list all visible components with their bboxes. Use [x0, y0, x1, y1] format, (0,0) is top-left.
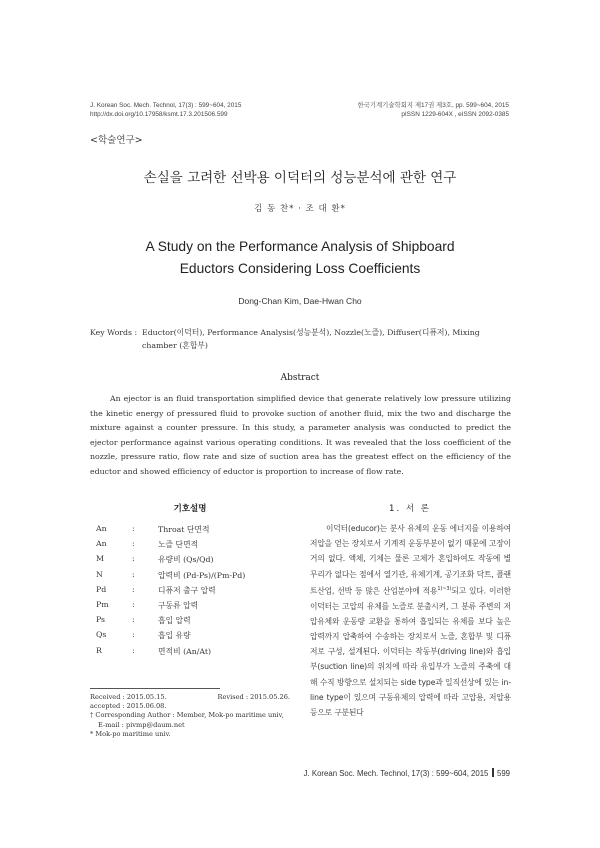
nom-symbol: M: [96, 554, 104, 564]
received-date: Received : 2015.05.15.: [90, 693, 167, 701]
nom-colon: :: [132, 539, 135, 549]
affiliation: * Mok-po maritime univ.: [90, 729, 171, 738]
running-header-right: [357, 101, 509, 119]
running-header-left: [90, 101, 241, 119]
nomenclature-list: [90, 524, 290, 661]
authors-english: Dong-Chan Kim, Dae-Hwan Cho: [238, 296, 362, 306]
page-footer: [304, 768, 510, 778]
keywords: [90, 326, 514, 352]
footnotes: [90, 693, 290, 739]
dates-line: [90, 693, 290, 702]
keywords-label: Key Words :: [90, 328, 138, 337]
nomenclature-item: [90, 570, 290, 585]
abstract-body: An ejector is an fluid transportation simplified device that generate relatively low pressure utilizing the kinetic energy of pressured fluid to provoke suction of another fluid, mix the two and discharge the mixture against a counter pressure. In this study, a parameter analysis was conducted to predict the ejector performance against various operating conditions. It was revealed that the loss coefficient of the nozzle, pressure ratio, flow rate and size of suction area has the greatest effect on the efficiency of the eductor and showed efficiency of eductor is proportion to increase of flow rate.: [90, 394, 511, 476]
nom-colon: :: [132, 599, 135, 609]
nom-description: 노즐 단면적: [158, 540, 199, 550]
page-number: 599: [496, 769, 510, 778]
nom-description: 디퓨저 출구 압력: [158, 585, 216, 595]
nom-symbol: Pm: [96, 599, 109, 609]
introduction-body: [310, 521, 511, 720]
accepted-date: accepted : 2015.06.08.: [90, 702, 167, 711]
nom-description: 유량비 (Qs/Qd): [158, 555, 214, 565]
nom-colon: :: [132, 569, 135, 579]
nom-description: Throat 단면적: [158, 525, 210, 534]
authors-korean: 김 동 찬* · 조 대 환*: [254, 204, 346, 214]
nom-description: 흡입 유량: [158, 631, 191, 641]
citation-ref: 1)~3): [437, 585, 452, 592]
introduction-heading: 1. 서 론: [389, 504, 431, 514]
journal-citation: J. Korean Soc. Mech. Technol, 17(3) : 599~604, 2015: [90, 102, 242, 109]
nom-colon: :: [132, 630, 135, 640]
nom-description: 흡입 압력: [158, 616, 191, 626]
issn-line: pISSN 1229-604X , eISSN 2092-0385: [401, 111, 509, 118]
nomenclature-item: [90, 554, 290, 569]
nom-symbol: Ps: [96, 615, 106, 625]
nom-symbol: R: [96, 645, 102, 655]
paper-title-english: [0, 236, 600, 280]
nom-description: 면적비 (An/At): [158, 646, 212, 656]
intro-text-part1: 이덕터(educor)는 분사 유체의 운동 에너지를 이용하여 저압을 얻는 장치로서 기계적 운동부분이 없기 때문에 고장이 거의 없다. 액체, 기체는 물론 고체가 혼입하여도 작동에 별 무리가 없다는 점에서 열기관, 유체기계, 공기조화 닥트, 플랜트산업, 선박 등 많은 산업분야에 적용: [310, 524, 511, 596]
nomenclature-heading: 기호설명: [173, 504, 207, 514]
nomenclature-item: [90, 630, 290, 645]
nom-description: 압력비 (Pd-Ps)/(Pm-Pd): [158, 570, 246, 580]
nomenclature-item: [90, 539, 290, 554]
nomenclature-item: [90, 600, 290, 615]
nom-colon: :: [132, 645, 135, 655]
footnote-divider: [90, 688, 220, 689]
nom-symbol: Pd: [96, 584, 107, 594]
nomenclature-item: [90, 585, 290, 600]
author-email: E-mail : pivmp@daum.net: [98, 720, 185, 729]
nom-colon: :: [132, 584, 135, 594]
revised-date: Revised : 2015.05.26.: [217, 693, 290, 701]
nomenclature-item: [90, 646, 290, 661]
nom-symbol: N: [96, 569, 103, 579]
nomenclature-item: [90, 615, 290, 630]
nom-colon: :: [132, 554, 135, 564]
intro-text-part2: 되고 있다. 이러한 이덕터는 고압의 유체를 노즐로 분출시켜, 그 분류 주변의 저압유체와 운동량 교환을 통하여 흡입되는 유체를 보다 높은 압력까지 압축하여 수송하는 장치로서 노즐, 혼합부 및 디퓨저로 구성, 설계된다. 이덕터는 작동부(driving line)와 흡입부(suction line)의 위치에 따라 유입부가 노즐의 주축에 대해 수직 방향으로 설치되는 side type과 일직선상에 있는 in-line type이 있으며 구동유체의 압력에 따라 고압용, 저압용 등으로 구분된다: [310, 586, 511, 717]
title-en-line2: Eductors Considering Loss Coefficients: [179, 261, 421, 276]
abstract-heading: Abstract: [280, 373, 320, 383]
nom-symbol: An: [96, 524, 107, 533]
nom-colon: :: [132, 615, 135, 625]
nomenclature-item: [90, 524, 290, 539]
corresponding-author: † Corresponding Author : Member, Mok-po maritime univ,: [90, 711, 284, 720]
doi-link[interactable]: http://dx.doi.org/10.17958/ksmt.17.3.201506.599: [90, 111, 228, 118]
article-category: <학술연구>: [90, 135, 143, 146]
nom-description: 구동류 압력: [158, 600, 199, 610]
footer-citation: J. Korean Soc. Mech. Technol, 17(3) : 599~604, 2015: [303, 769, 489, 778]
footer-separator: [492, 768, 494, 777]
title-en-line1: A Study on the Performance Analysis of Shipboard: [145, 239, 455, 254]
journal-citation-ko: 한국기계기술학회지 제17권 제3호, pp. 599~604, 2015: [357, 102, 509, 109]
nom-symbol: Qs: [96, 630, 107, 640]
keywords-text: Eductor(이덕터), Performance Analysis(성능분석), Nozzle(노즐), Diffuser(디퓨저), Mixing chamber (혼합부): [142, 328, 480, 350]
nom-colon: :: [132, 524, 135, 533]
nom-symbol: An: [96, 539, 107, 549]
paper-title-korean: 손실을 고려한 선박용 이덕터의 성능분석에 관한 연구: [143, 170, 457, 186]
